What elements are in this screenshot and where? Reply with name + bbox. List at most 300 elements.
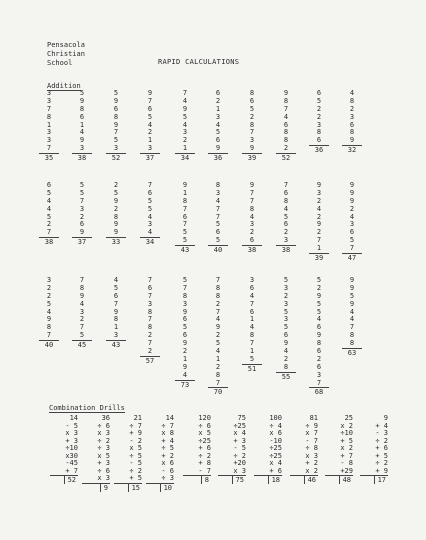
operation: x 4 (233, 429, 246, 437)
addend: 9 (79, 96, 85, 105)
addend: 7 (349, 323, 355, 332)
addend: 7 (215, 204, 221, 213)
addend: 8 (113, 112, 119, 121)
answer-box: 46 (304, 476, 318, 484)
operation: 21 (133, 414, 142, 422)
addend: 7 (316, 236, 322, 245)
answer: 36 (314, 146, 324, 155)
addend: 2 (215, 96, 221, 105)
addend: 3 (249, 276, 255, 284)
addend: 9 (349, 299, 355, 308)
addition-problem (208, 182, 228, 254)
addend: 4 (349, 212, 355, 221)
addend: 8 (46, 112, 52, 121)
operation: -45 (65, 459, 78, 467)
addend: 4 (316, 204, 322, 213)
addend: 7 (283, 181, 289, 189)
addend: 6 (215, 136, 221, 145)
addend: 4 (46, 204, 52, 213)
operation: x 3 (82, 475, 110, 484)
answer-box: 10 (160, 484, 174, 492)
addend: 2 (316, 196, 322, 205)
addend: 9 (113, 120, 119, 129)
addition-problem (309, 90, 329, 154)
addend: 5 (147, 196, 153, 205)
addend: 5 (79, 188, 85, 197)
addend: 8 (46, 323, 52, 332)
addend: 7 (79, 323, 85, 332)
operation: +20 (233, 459, 246, 467)
addend: 7 (309, 380, 329, 389)
operation: 75 (237, 414, 246, 422)
addend: 7 (182, 283, 188, 292)
addend: 1 (182, 188, 188, 197)
answer: 37 (77, 238, 87, 247)
operation: - 5 (65, 421, 78, 430)
addend: 3 (316, 370, 322, 379)
operation: ÷ 2 (375, 436, 388, 445)
operation: + 6 (375, 444, 388, 452)
addend: 5 (283, 276, 289, 284)
addend: 2 (140, 348, 160, 357)
addend: 6 (79, 220, 85, 229)
answer: 40 (213, 246, 223, 255)
addition-problem (72, 277, 92, 349)
operation: + 4 (375, 421, 388, 430)
addend: 9 (215, 323, 221, 332)
combination-drill (114, 415, 142, 492)
answer: 38 (281, 246, 291, 255)
addition-problem (106, 90, 126, 162)
addition-problem (39, 277, 59, 349)
operation: x 3 (305, 451, 318, 460)
answer: 47 (347, 254, 357, 263)
addend: 8 (349, 96, 355, 105)
addend: 9 (349, 283, 355, 292)
addend: 5 (175, 237, 195, 246)
addend: 5 (215, 339, 221, 348)
addend: 8 (215, 291, 221, 300)
addend: 5 (316, 307, 322, 316)
addition-problem (208, 90, 228, 162)
answer (146, 484, 174, 492)
combination-drill (325, 415, 353, 484)
addend: 9 (182, 104, 188, 113)
addend: 5 (316, 96, 322, 105)
addend: 9 (182, 307, 188, 316)
operation: 36 (101, 414, 110, 422)
addend: 4 (182, 96, 188, 105)
addend: 6 (46, 181, 52, 189)
addend: 3 (106, 145, 126, 154)
addend: 2 (349, 104, 355, 113)
operation: + 6 (254, 468, 282, 477)
addend: 6 (283, 120, 289, 129)
addition-problem (242, 182, 262, 254)
addition-problem (72, 182, 92, 246)
addend: 2 (182, 347, 188, 356)
addend: 9 (316, 331, 322, 340)
answer (360, 476, 388, 484)
addend: 4 (349, 315, 355, 324)
addend: 6 (309, 137, 329, 146)
addend: 9 (349, 196, 355, 205)
operation: ÷ 2 (233, 451, 246, 460)
operation: x 3 (97, 429, 110, 437)
combination-drill (254, 415, 282, 484)
addend: 3 (46, 136, 52, 145)
operation: ÷ 7 (161, 421, 174, 430)
addend: 4 (249, 212, 255, 221)
addend: 7 (182, 220, 188, 229)
addend: 1 (249, 347, 255, 356)
addend: 7 (147, 339, 153, 348)
addend: 2 (316, 228, 322, 237)
addend: 7 (283, 104, 289, 113)
addend: 5 (113, 188, 119, 197)
addend: 1 (113, 323, 119, 332)
operation: + 9 (129, 429, 142, 437)
addition-problem (140, 182, 160, 246)
addend: 8 (249, 331, 255, 340)
operation: 25 (344, 414, 353, 422)
addend: 9 (242, 145, 262, 154)
addition-problem (106, 182, 126, 246)
addend: 5 (182, 276, 188, 284)
operation: -10 (269, 436, 282, 445)
operation: 14 (69, 414, 78, 422)
addend: 5 (215, 220, 221, 229)
addend: 3 (182, 299, 188, 308)
addend: 3 (147, 299, 153, 308)
operation: + 5 (340, 436, 353, 445)
addend: 6 (283, 331, 289, 340)
addend: 3 (46, 128, 52, 137)
addend: 9 (316, 181, 322, 189)
addend: 3 (46, 89, 52, 97)
addition-problem (276, 277, 296, 381)
school-line: Christian (47, 50, 85, 58)
addend: 2 (349, 204, 355, 213)
addend: 7 (249, 299, 255, 308)
operation: ÷25 (198, 436, 211, 445)
addition-problem (276, 90, 296, 162)
addend: 8 (79, 104, 85, 113)
operation: + 3 (65, 436, 78, 445)
answer: 70 (213, 388, 223, 397)
addend: 9 (316, 220, 322, 229)
operation: +29 (325, 468, 353, 477)
school-line: School (47, 59, 73, 67)
addend: 8 (215, 181, 221, 189)
addend: 8 (249, 204, 255, 213)
operation: 100 (269, 414, 282, 422)
operation: + 7 (50, 468, 78, 477)
addend: 8 (113, 212, 119, 221)
addend: 3 (46, 276, 52, 284)
addend: 7 (342, 245, 362, 254)
addend: 1 (79, 120, 85, 129)
addend: 3 (349, 220, 355, 229)
addend: 4 (79, 128, 85, 137)
addend: 5 (283, 212, 289, 221)
addend: 3 (283, 283, 289, 292)
addend: 3 (46, 96, 52, 105)
operation: x 6 (161, 459, 174, 467)
operation: ÷ 5 (161, 444, 174, 452)
addend: 7 (79, 196, 85, 205)
addend: 2 (113, 181, 119, 189)
section-heading-combination (49, 404, 125, 412)
addend: 2 (249, 112, 255, 121)
addend: 3 (349, 112, 355, 121)
answer-box: 52 (64, 476, 78, 484)
addend: 8 (147, 323, 153, 332)
addition-problem (39, 182, 59, 246)
addend: 6 (79, 112, 85, 121)
addend: 2 (79, 315, 85, 324)
addend: 4 (182, 120, 188, 129)
addend: 2 (147, 128, 153, 137)
addend: 9 (113, 96, 119, 105)
answer (50, 476, 78, 484)
operation: ÷ 5 (129, 451, 142, 460)
addend: 6 (147, 104, 153, 113)
addend: 7 (249, 339, 255, 348)
operation: x 4 (269, 459, 282, 467)
answer: 36 (213, 154, 223, 163)
addend: 2 (316, 212, 322, 221)
addend: 7 (46, 104, 52, 113)
addend: 9 (349, 188, 355, 197)
operation: + 5 (375, 451, 388, 460)
addend: 9 (72, 229, 92, 238)
addend: 3 (79, 307, 85, 316)
addend: 5 (349, 291, 355, 300)
operation: - 3 (375, 429, 388, 437)
combination-drill (82, 415, 110, 492)
addend: 2 (79, 212, 85, 221)
answer: 73 (180, 380, 190, 389)
addend: 2 (182, 136, 188, 145)
answer-box: 18 (268, 476, 282, 484)
operation: ÷ 6 (97, 421, 110, 430)
addend: 7 (249, 188, 255, 197)
answer: 63 (347, 349, 357, 358)
answer: 39 (247, 154, 257, 163)
addend: 6 (283, 220, 289, 229)
addend: 3 (147, 220, 153, 229)
operation: ÷ 7 (129, 421, 142, 430)
answer: 34 (180, 154, 190, 163)
addend: 4 (316, 315, 322, 324)
addend: 8 (182, 196, 188, 205)
operation: + 9 (360, 468, 388, 477)
addend: 5 (316, 299, 322, 308)
addend: 7 (249, 128, 255, 137)
addend: 2 (249, 228, 255, 237)
addend: 8 (182, 291, 188, 300)
answer: 38 (77, 154, 87, 163)
addend: 8 (113, 315, 119, 324)
addend: 3 (215, 188, 221, 197)
answer-box: 75 (232, 476, 246, 484)
addend: 5 (283, 323, 289, 332)
addend: 2 (283, 291, 289, 300)
addend: 7 (147, 96, 153, 105)
addition-problem (175, 90, 195, 162)
addend: 9 (316, 291, 322, 300)
addend: 3 (249, 136, 255, 145)
addend: 3 (316, 120, 322, 129)
answer: 34 (145, 238, 155, 247)
answer: 57 (145, 356, 155, 365)
operation: + 4 (161, 436, 174, 445)
addend: 8 (316, 128, 322, 137)
addend: 7 (147, 276, 153, 284)
answer: 43 (180, 246, 190, 255)
answer: 43 (111, 341, 121, 350)
addend: 5 (46, 212, 52, 221)
addend: 5 (182, 228, 188, 237)
addend: 1 (175, 145, 195, 154)
combination-drill (360, 415, 388, 484)
operation: ÷ 2 (198, 451, 211, 460)
addend: 8 (276, 364, 296, 373)
addend: 1 (215, 354, 221, 363)
addend: 2 (147, 331, 153, 340)
addend: 8 (147, 307, 153, 316)
addend: 2 (283, 354, 289, 363)
addition-problem (342, 182, 362, 262)
addend: 7 (113, 299, 119, 308)
addend: 6 (215, 228, 221, 237)
addend: 2 (283, 228, 289, 237)
operation: ÷ 3 (146, 475, 174, 484)
addend: 1 (182, 354, 188, 363)
combination-drill (290, 415, 318, 484)
answer (254, 476, 282, 484)
addend: 4 (79, 299, 85, 308)
addition-problem (242, 90, 262, 162)
addend: 2 (316, 112, 322, 121)
addend: 6 (249, 283, 255, 292)
operation: ÷10 (65, 444, 78, 452)
answer: 38 (44, 238, 54, 247)
addend: 8 (215, 283, 221, 292)
addend: 3 (276, 237, 296, 246)
addend: 7 (39, 145, 59, 154)
addend: 3 (283, 315, 289, 324)
addend: 8 (249, 120, 255, 129)
operation: + 5 (114, 475, 142, 484)
addend: 8 (215, 370, 221, 379)
answer: 37 (145, 154, 155, 163)
addend: 7 (182, 89, 188, 97)
addend: 7 (39, 229, 59, 238)
operation: x 5 (129, 444, 142, 452)
combination-drill (218, 415, 246, 484)
addend: 7 (215, 212, 221, 221)
operation: x 3 (65, 429, 78, 437)
answer: 52 (111, 154, 121, 163)
addend: 5 (182, 323, 188, 332)
addend: 5 (113, 136, 119, 145)
operation: ÷25 (269, 451, 282, 460)
addend: 1 (147, 136, 153, 145)
addend: 5 (79, 89, 85, 97)
addend: 4 (46, 196, 52, 205)
addend: 7 (208, 380, 228, 389)
addend: 3 (215, 112, 221, 121)
addend: 9 (106, 229, 126, 238)
addend: 2 (46, 220, 52, 229)
operation: - 7 (183, 468, 211, 477)
answer: 33 (111, 238, 121, 247)
addend: 1 (215, 104, 221, 113)
addend: 1 (309, 245, 329, 254)
operation: x 6 (269, 429, 282, 437)
addend: 9 (182, 181, 188, 189)
addend: 3 (72, 145, 92, 154)
addend: 5 (113, 89, 119, 97)
addend: 6 (147, 283, 153, 292)
operation: x 5 (97, 451, 110, 460)
operation: x 5 (198, 429, 211, 437)
operation: - 7 (305, 436, 318, 445)
addend: 7 (182, 204, 188, 213)
addend: 7 (79, 276, 85, 284)
addend: 8 (283, 136, 289, 145)
addend: 9 (342, 137, 362, 146)
operation: ÷ 3 (97, 444, 110, 452)
addend: 4 (349, 307, 355, 316)
addend: 9 (349, 181, 355, 189)
addend: 6 (283, 188, 289, 197)
answer: 32 (347, 146, 357, 155)
addition-problem (208, 277, 228, 396)
operation: x 2 (340, 421, 353, 430)
addend: 6 (316, 89, 322, 97)
addend: 2 (316, 104, 322, 113)
addend: 4 (147, 212, 153, 221)
addend: 3 (79, 204, 85, 213)
answer: 35 (44, 154, 54, 163)
answer-box: 15 (128, 484, 142, 492)
operation: ÷10 (340, 429, 353, 437)
combination-drill (146, 415, 174, 492)
answer (114, 484, 142, 492)
addition-problem (140, 90, 160, 162)
operation: ÷ 6 (198, 421, 211, 430)
addend: 4 (349, 89, 355, 97)
section-heading-text: Combination Drills (49, 404, 125, 412)
operation: ÷25 (233, 421, 246, 430)
addend: 9 (113, 196, 119, 205)
addend: 3 (316, 188, 322, 197)
addend: 9 (249, 181, 255, 189)
addend: 9 (79, 291, 85, 300)
addend: 5 (349, 236, 355, 245)
operation: ÷ 2 (97, 436, 110, 445)
answer-box: 17 (374, 476, 388, 484)
answer (82, 484, 110, 492)
addend: 7 (39, 332, 59, 341)
addend: 8 (316, 339, 322, 348)
addend: 6 (316, 323, 322, 332)
operation: x30 (65, 451, 78, 460)
addend: 5 (283, 307, 289, 316)
